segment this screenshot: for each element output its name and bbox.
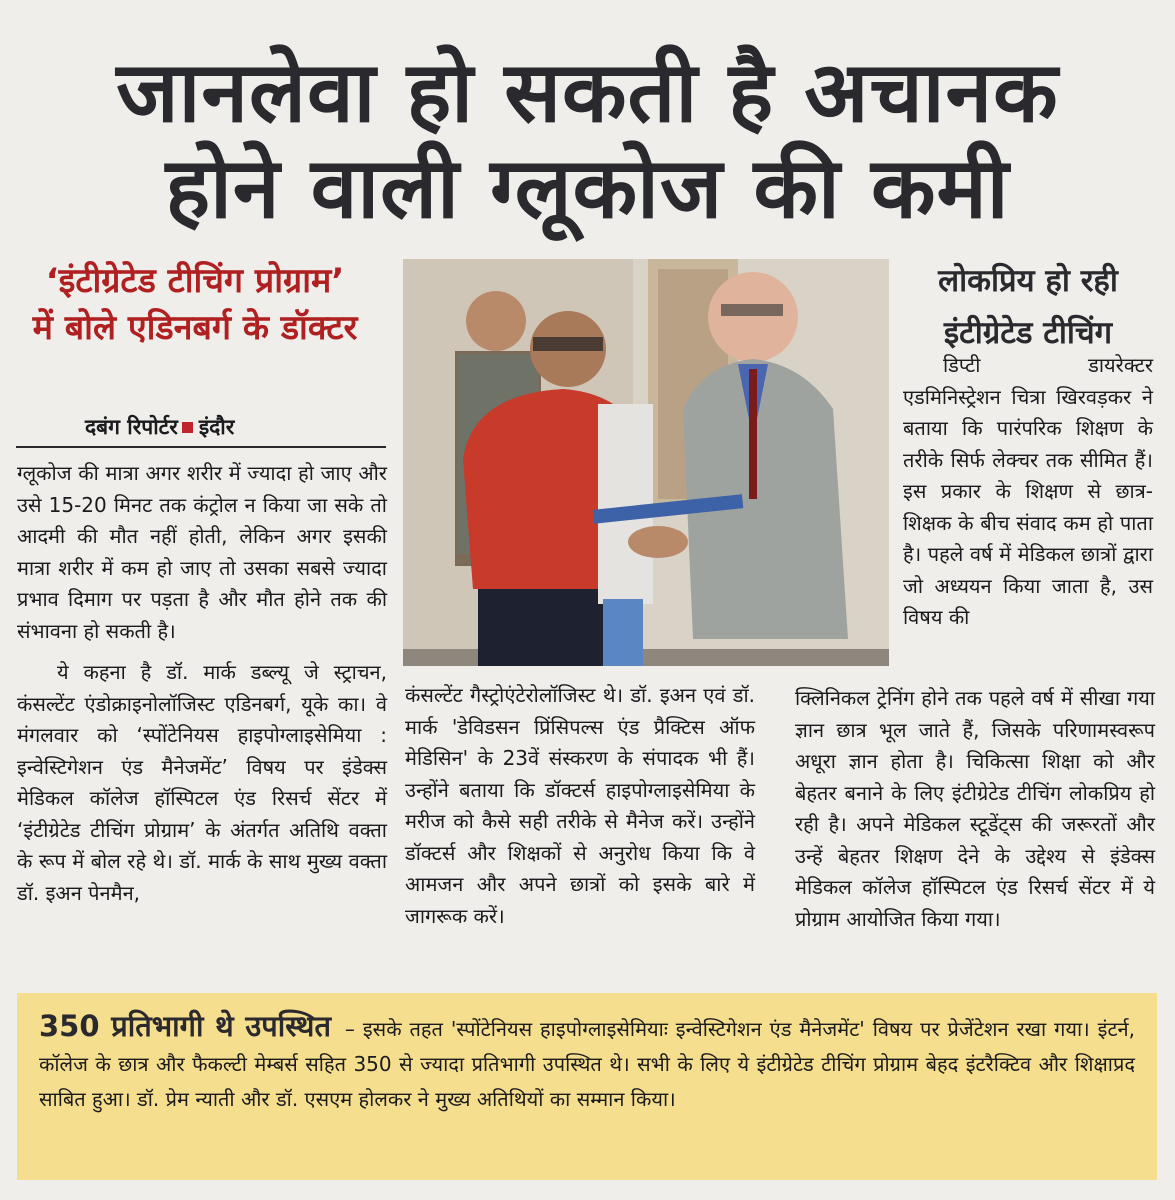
news-photo-illustration — [403, 259, 889, 666]
byline-reporter: दबंग रिपोर्टर — [85, 415, 178, 439]
subheadline: ‘इंटीग्रेटेड टीचिंग प्रोग्राम’ में बोले एडिनबर्ग के डॉक्टर — [32, 261, 358, 348]
column-1-paragraph-1: ग्लूकोज की मात्रा अगर शरीर में ज्यादा हो जाए और उसे 15-20 मिनट तक कंट्रोल न किया जा सके तो आदमी की मौत नहीं होती, लेकिन अगर इसकी मात्रा शरीर में कम हो जाए तो उसका सबसे ज्यादा प्रभाव दिमाग पर पड़ता है और मौत होने तक की संभावना हो सकती है। — [17, 461, 387, 643]
highlight-box-dash: – — [344, 1017, 355, 1041]
byline-rule — [16, 446, 386, 448]
highlight-box — [17, 993, 1157, 1180]
sidebar-text-upper — [903, 350, 1153, 634]
byline-city: इंदौर — [198, 415, 235, 439]
sidebar-paragraph-lower: क्लिनिकल ट्रेनिंग होने तक पहले वर्ष में सीखा गया ज्ञान छात्र भूल जाते हैं, जिसके परिणामस्वरूप अधूरा ज्ञान होता है। चिकित्सा शिक्षा को और बेहतर बनाने के लिए इंटीग्रेटेड टीचिंग लोकप्रिय हो रही है। अपने मेडिकल स्टूडेंट्स की जरूरतों और उन्हें बेहतर शिक्षण देने के उद्देश्य से इंडेक्स मेडिकल कॉलेज हॉस्पिटल एंड रिसर्च सेंटर में ये प्रोग्राम आयोजित किया गया। — [795, 686, 1155, 931]
sidebar-text-lower — [795, 683, 1155, 935]
byline — [85, 413, 234, 441]
column-2-paragraph: कंसल्टेंट गैस्ट्रोएंटेरोलॉजिस्ट थे। डॉ. इअन एवं डॉ. मार्क 'डेविडसन प्रिंसिपल्स एंड प्रैक्टिस ऑफ मेडिसिन' के 23वें संस्करण के संपादक भी हैं। उन्होंने बताया कि डॉक्टर्स हाइपोग्लाइसेमिया के मरीज को कैसे सही तरीके से मैनेज करें। उन्होंने डॉक्टर्स और शिक्षकों से अनुरोध किया कि वे आमजन और अपने छात्रों को इसके बारे में जागरूक करें। — [405, 683, 755, 928]
highlight-box-title: 350 प्रतिभागी थे उपस्थित — [39, 1009, 331, 1043]
article-column-2 — [405, 680, 755, 932]
column-1-paragraph-2: ये कहना है डॉ. मार्क डब्ल्यू जे स्ट्राचन, कंसल्टेंट एंडोक्राइनोलॉजिस्ट एडिनबर्ग, यूके का। वे मंगलवार को ‘स्पोंटेनियस हाइपोग्लाइसेमिया : इन्वेस्टिगेशन एंड मैनेजमेंट’ विषय पर इंडेक्स मेडिकल कॉलेज हॉस्पिटल एंड रिसर्च सेंटर में ‘इंटीग्रेटेड टीचिंग प्रोग्राम’ के अंतर्गत अतिथि वक्ता के रूप में बोल रहे थे। डॉ. मार्क के साथ मुख्य वक्ता डॉ. इअन पेनमैन, — [17, 660, 387, 905]
highlight-box-body: इसके तहत 'स्पोंटेनियस हाइपोग्लाइसेमियाः इन्वेस्टिगेशन एंड मैनेजमेंट' विषय पर प्रेजेंटेशन रखा गया। इंटर्न, कॉलेज के छात्र और फैकल्टी मेम्बर्स सहित 350 से ज्यादा प्रतिभागी उपस्थित थे। सभी के लिए ये इंटीग्रेटेड टीचिंग प्रोग्राम बेहद इंटरैक्टिव और शिक्षाप्रद साबित हुआ। डॉ. प्रेम न्याती और डॉ. एसएम होलकर ने मुख्य अतिथियों का सम्मान किया। — [39, 1017, 1136, 1111]
headline-line-1: जानलेवा हो सकती है अचानक — [116, 43, 1059, 141]
article-column-1 — [17, 458, 387, 909]
sidebar-paragraph-upper: डिप्टी डायरेक्टर एडमिनिस्ट्रेशन चित्रा खिरवड़कर ने बताया कि पारंपरिक शिक्षण के तरीके सिर्फ लेक्चर तक सीमित हैं। इस प्रकार के शिक्षण से छात्र-शिक्षक के बीच संवाद कम हो पाता है। पहले वर्ष में मेडिकल छात्रों द्वारा जो अध्ययन किया जाता है, उस विषय की — [903, 353, 1153, 629]
sidebar-heading: लोकप्रिय हो रही इंटीग्रेटेड टीचिंग — [938, 263, 1118, 351]
headline-line-2: होने वाली ग्लूकोज की कमी — [165, 139, 1010, 237]
news-photo — [403, 259, 889, 666]
highlight-box-text — [39, 1009, 1135, 1117]
byline-square-bullet — [182, 422, 193, 433]
